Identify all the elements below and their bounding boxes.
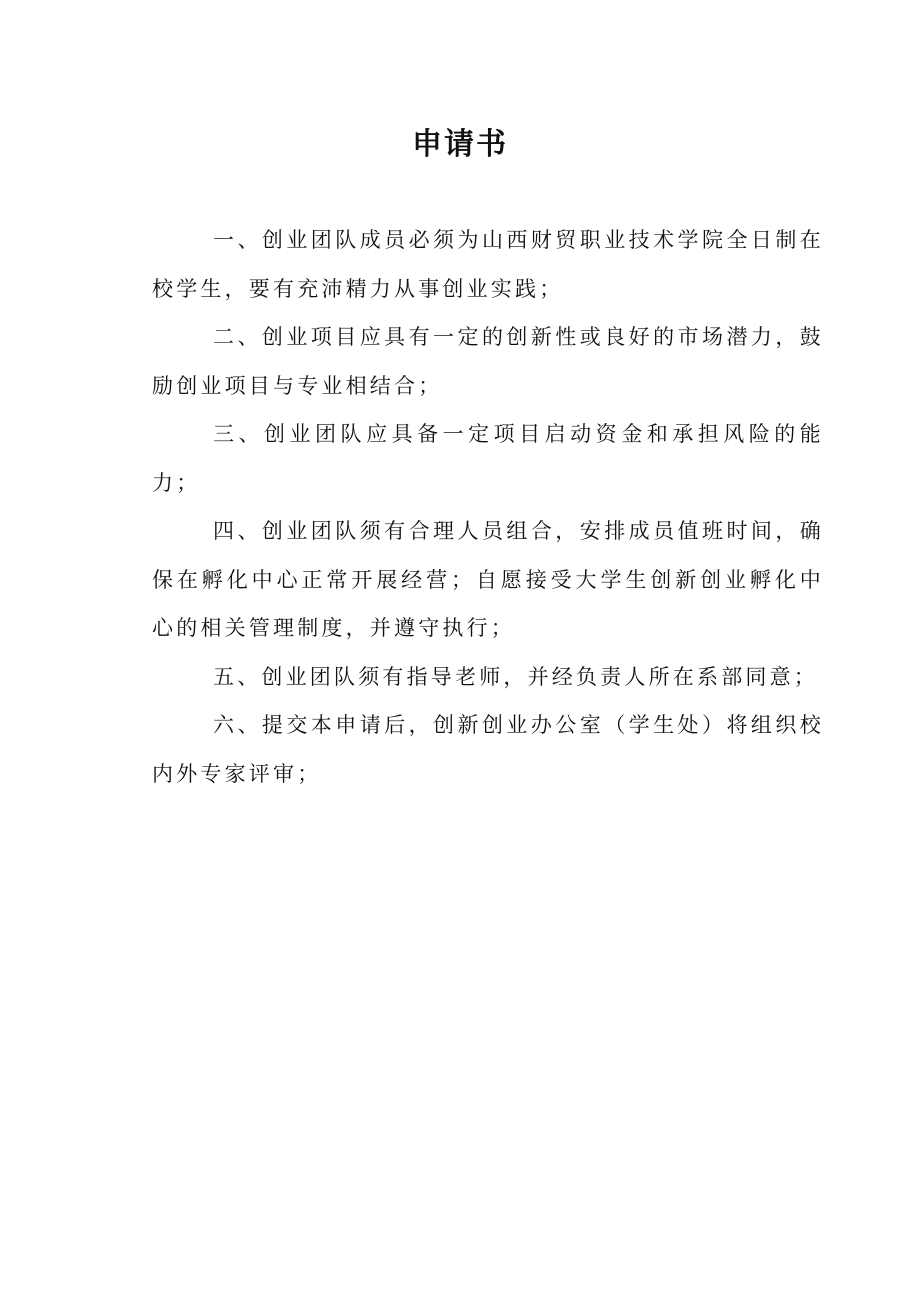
document-title: 申请书 [412, 127, 508, 162]
paragraph-3: 三、创业团队应具备一定项目启动资金和承担风险的能力； [152, 422, 824, 495]
paragraph-1: 一、创业团队成员必须为山西财贸职业技术学院全日制在校学生，要有充沛精力从事创业实践； [152, 228, 824, 301]
paragraph-5: 五、创业团队须有指导老师，并经负责人所在系部同意； [213, 664, 818, 689]
paragraph-4: 四、创业团队须有合理人员组合，安排成员值班时间，确保在孵化中心正常开展经营；自愿接受大学生创新创业孵化中心的相关管理制度，并遵守执行； [152, 519, 824, 640]
paragraph-2: 二、创业项目应具有一定的创新性或良好的市场潜力，鼓励创业项目与专业相结合； [152, 325, 824, 398]
paragraph-6: 六、提交本申请后，创新创业办公室（学生处）将组织校内外专家评审； [152, 713, 824, 786]
document-body [152, 216, 824, 798]
